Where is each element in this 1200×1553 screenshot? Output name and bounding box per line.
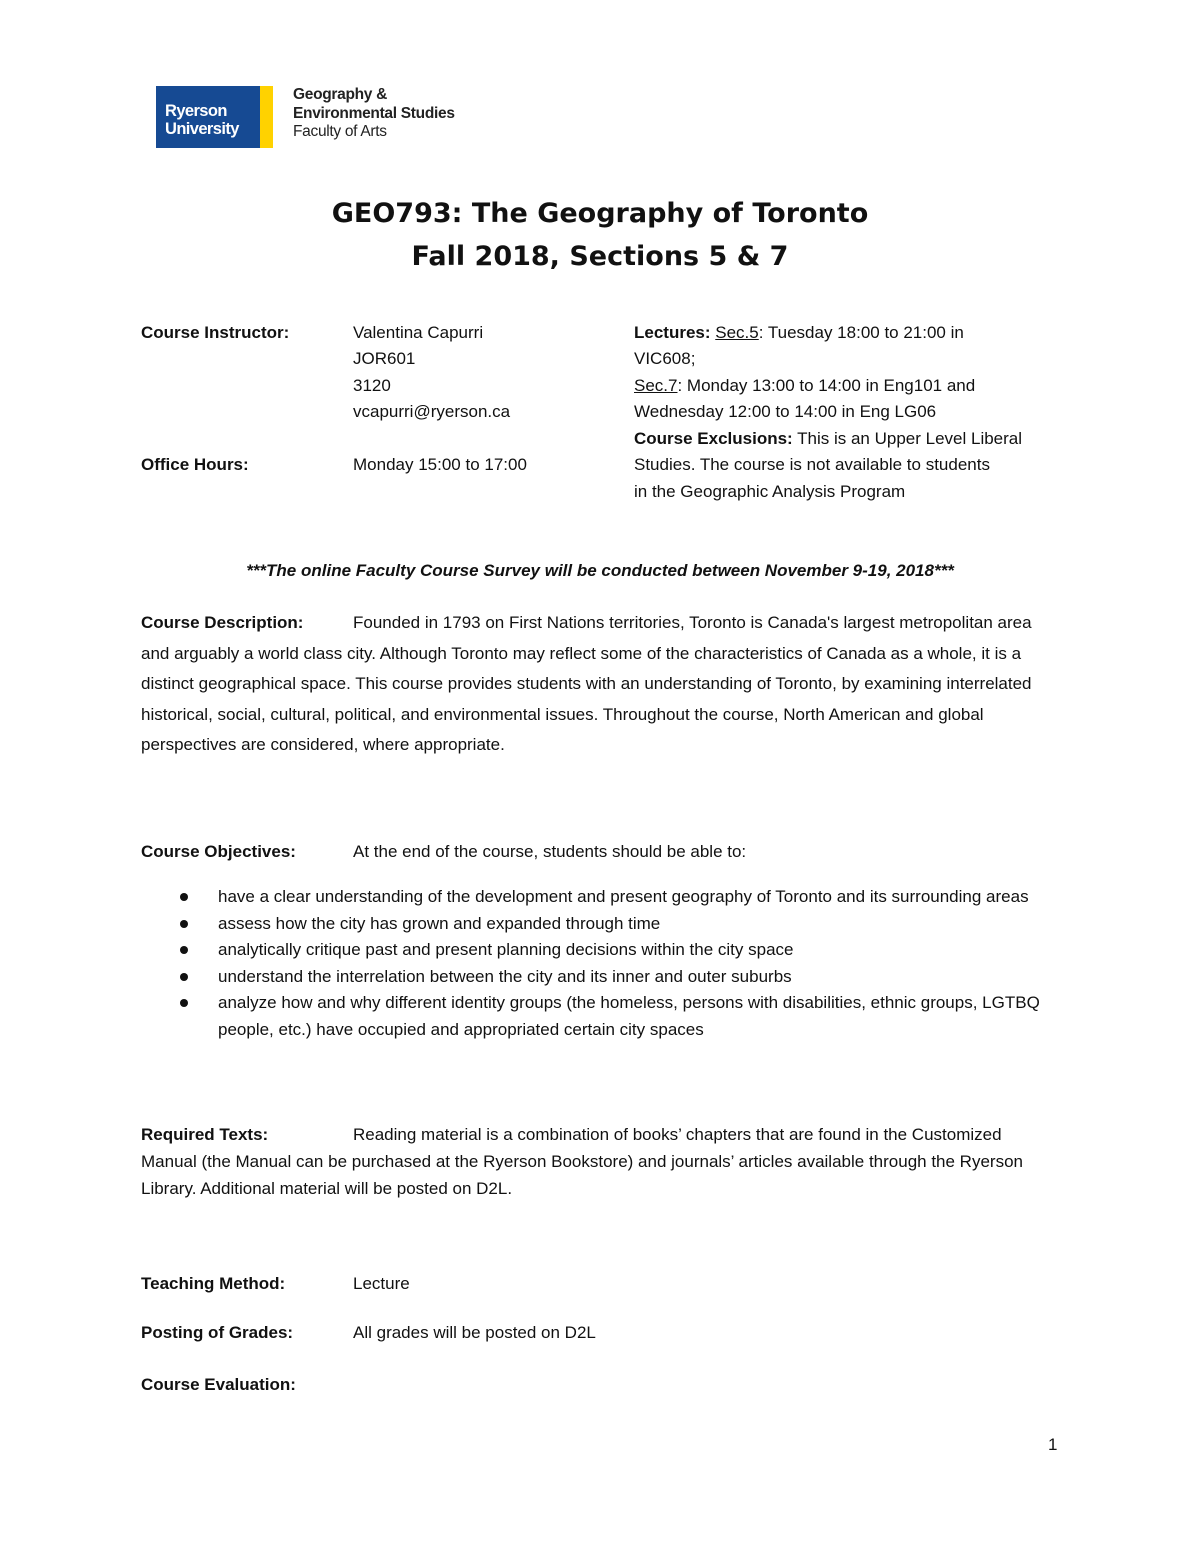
exclusions-text-1: This is an Upper Level Liberal	[792, 429, 1023, 448]
faculty-name: Faculty of Arts	[293, 123, 387, 140]
objectives-label: Course Objectives:	[141, 842, 296, 861]
lectures-label: Lectures:	[634, 323, 711, 342]
objectives-list	[176, 884, 1066, 1043]
course-term: Fall 2018, Sections 5 & 7	[411, 241, 789, 272]
lectures-line-3	[634, 373, 975, 400]
bullet-icon	[180, 920, 188, 928]
bullet-icon	[180, 893, 188, 901]
course-title: GEO793: The Geography of Toronto	[331, 198, 869, 229]
bullet-icon	[180, 946, 188, 954]
sec5-schedule: : Tuesday 18:00 to 21:00 in	[758, 323, 964, 342]
grades-value: All grades will be posted on D2L	[353, 1323, 596, 1342]
sec7-schedule-2: Wednesday 12:00 to 14:00 in Eng LG06	[634, 402, 937, 421]
page-number: 1	[1048, 1435, 1058, 1454]
logo-yellow-bar	[260, 86, 273, 148]
logo-line-2: University	[165, 120, 239, 138]
required-texts	[141, 1121, 1061, 1202]
instructor-phone: 3120	[353, 376, 391, 395]
list-item	[176, 964, 1066, 991]
list-item	[176, 911, 1066, 938]
list-item	[176, 990, 1066, 1043]
sec5-room: VIC608;	[634, 349, 696, 368]
office-hours-value: Monday 15:00 to 17:00	[353, 455, 527, 474]
objective-text: assess how the city has grown and expanded through time	[218, 913, 661, 933]
list-item	[176, 884, 1066, 911]
dept-line-1: Geography &	[293, 86, 388, 103]
lectures-line-1	[634, 320, 964, 347]
bullet-icon	[180, 973, 188, 981]
department-name	[293, 86, 513, 142]
exclusions-line-1	[634, 426, 1022, 453]
teaching-value: Lecture	[353, 1274, 410, 1293]
exclusions-label: Course Exclusions:	[634, 429, 793, 448]
logo-wordmark	[156, 86, 260, 148]
instructor-label: Course Instructor:	[141, 323, 290, 342]
exclusions-text-2: Studies. The course is not available to students	[634, 455, 990, 474]
exclusions-text-3: in the Geographic Analysis Program	[634, 482, 906, 501]
sec5-label: Sec.5	[715, 323, 759, 342]
texts-text: Reading material is a combination of books’ chapters that are found in the Customized Manual (the Manual can be purchased at the Ryerson Bookstore) and journals’ articles available through the Ryerson Library. Additional material will be posted on D2L.	[141, 1125, 1023, 1198]
objectives-intro: At the end of the course, students should be able to:	[353, 842, 747, 861]
objective-text: have a clear understanding of the development and present geography of Toronto and its surrounding areas	[218, 887, 1029, 906]
sec7-schedule: : Monday 13:00 to 14:00 in Eng101 and	[677, 376, 976, 395]
teaching-label: Teaching Method:	[141, 1274, 286, 1293]
objective-text: analyze how and why different identity groups (the homeless, persons with disabilities, ethnic groups, LGTBQ people, etc.) have occupied and appropriated certain city spaces	[218, 993, 1040, 1039]
survey-note: ***The online Faculty Course Survey will be conducted between November 9-19, 2018***	[246, 561, 954, 580]
ryerson-logo	[156, 86, 455, 148]
sec7-label: Sec.7	[634, 376, 678, 395]
instructor-name: Valentina Capurri	[353, 323, 484, 342]
objective-text: analytically critique past and present planning decisions within the city space	[218, 940, 794, 959]
grades-label: Posting of Grades:	[141, 1323, 294, 1342]
description-label: Course Description:	[141, 613, 304, 632]
description-text: Founded in 1793 on First Nations territories, Toronto is Canada's largest metropolitan area and arguably a world class city. Although Toronto may reflect some of the characteristics of Canada as a whole, it is a distinct geographical space. This course provides students with an understanding of Toronto, by examining interrelated historical, social, cultural, political, and environmental issues. Throughout the course, North American and global perspectives are considered, where appropriate.	[141, 613, 1032, 754]
list-item	[176, 937, 1066, 964]
objective-text: understand the interrelation between the city and its inner and outer suburbs	[218, 966, 792, 986]
objectives-heading	[141, 839, 746, 866]
texts-label: Required Texts:	[141, 1125, 269, 1144]
bullet-icon	[180, 999, 188, 1007]
instructor-email[interactable]: vcapurri@ryerson.ca	[353, 402, 511, 421]
office-hours-label: Office Hours:	[141, 455, 249, 474]
course-description	[141, 608, 1061, 761]
logo-line-1: Ryerson	[165, 102, 227, 120]
evaluation-label: Course Evaluation:	[141, 1375, 296, 1394]
instructor-office: JOR601	[353, 349, 416, 368]
dept-line-2: Environmental Studies	[293, 104, 455, 122]
